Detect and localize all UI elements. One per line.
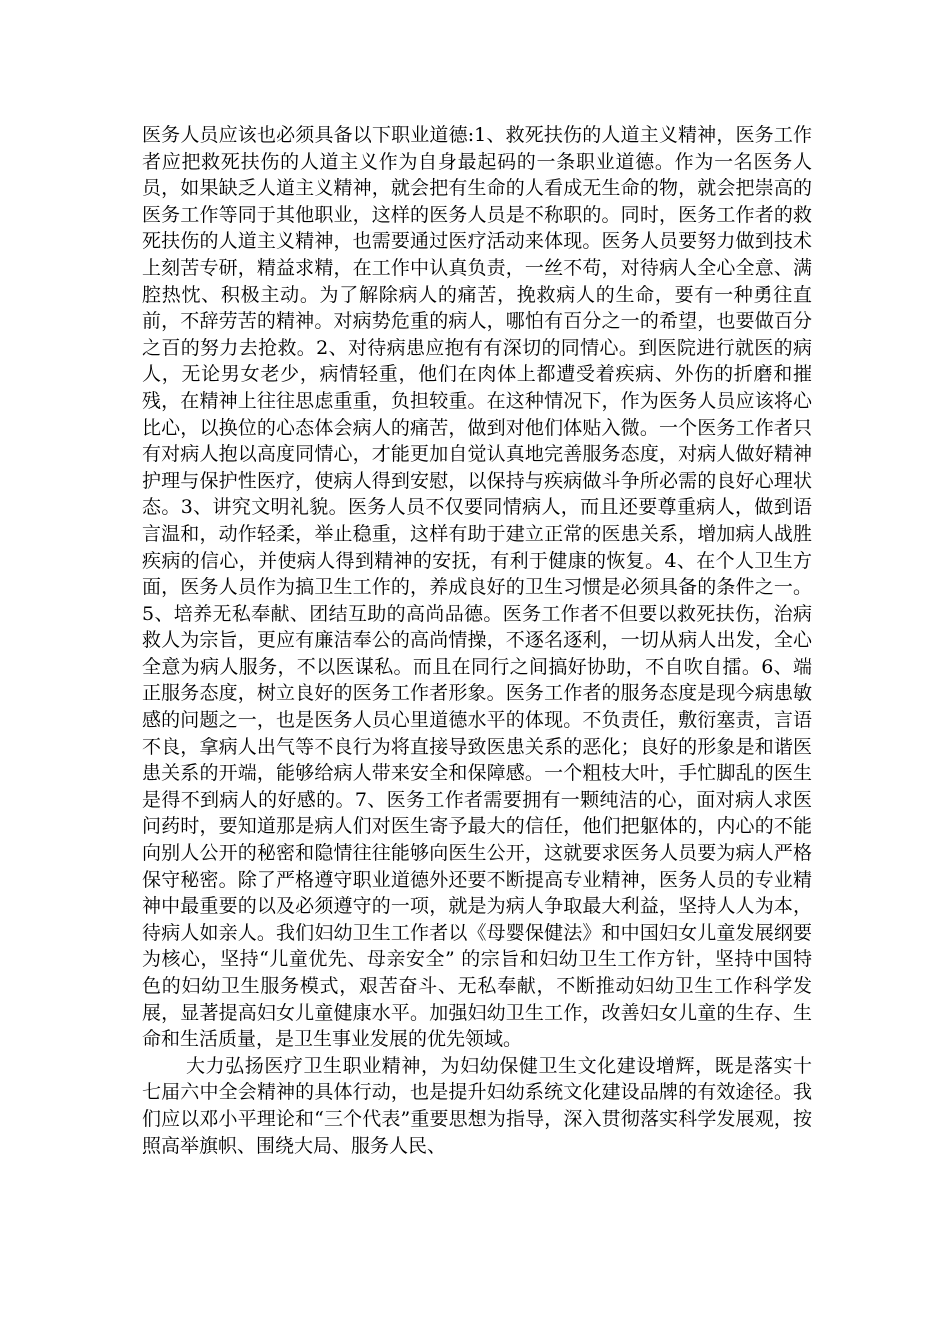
document-page (142, 122, 812, 1159)
body-paragraph-2: 大力弘扬医疗卫生职业精神，为妇幼保健卫生文化建设增辉，既是落实十七届六中全会精神的具体行动，也是提升妇幼系统文化建设品牌的有效途径。我们应以邓小平理论和“三个代表”重要思想为指导，深入贯彻落实科学发展观，按照高举旗帜、围绕大局、服务人民、 (142, 1054, 812, 1157)
body-paragraph-1: 医务人员应该也必须具备以下职业道德:1、救死扶伤的人道主义精神，医务工作者应把救死扶伤的人道主义作为自身最起码的一条职业道德。作为一名医务人员，如果缺乏人道主义精神，就会把有生命的人看成无生命的物，就会把崇高的医务工作等同于其他职业，这样的医务人员是不称职的。同时，医务工作者的救死扶伤的人道主义精神，也需要通过医疗活动来体现。医务人员要努力做到技术上刻苦专研，精益求精，在工作中认真负责，一丝不苟，对待病人全心全意、满腔热忱、积极主动。为了解除病人的痛苦，挽救病人的生命，要有一种勇往直前，不辞劳苦的精神。对病势危重的病人，哪怕有百分之一的希望，也要做百分之百的努力去抢救。2、对待病患应抱有有深切的同情心。到医院进行就医的病人，无论男女老少，病情轻重，他们在肉体上都遭受着疾病、外伤的折磨和摧残，在精神上往往思虑重重，负担较重。在这种情况下，作为医务人员应该将心比心，以换位的心态体会病人的痛苦，做到对他们体贴入微。一个医务工作者只有对病人抱以高度同情心，才能更加自觉认真地完善服务态度，对病人做好精神护理与保护性医疗，使病人得到安慰，以保持与疾病做斗争所必需的良好心理状态。3、讲究文明礼貌。医务人员不仅要同情病人，而且还要尊重病人，做到语言温和，动作轻柔，举止稳重，这样有助于建立正常的医患关系，增加病人战胜疾病的信心，并使病人得到精神的安抚，有利于健康的恢复。4、在个人卫生方面，医务人员作为搞卫生工作的，养成良好的卫生习惯是必须具备的条件之一。5、培养无私奉献、团结互助的高尚品德。医务工作者不但要以救死扶伤，治病救人为宗旨，更应有廉洁奉公的高尚情操，不逐名逐利，一切从病人出发，全心全意为病人服务，不以医谋私。而且在同行之间搞好协助，不自吹自擂。6、端正服务态度，树立良好的医务工作者形象。医务工作者的服务态度是现今病患敏感的问题之一，也是医务人员心里道德水平的体现。不负责任，敷衍塞责，言语不良，拿病人出气等不良行为将直接导致医患关系的恶化；良好的形象是和谐医患关系的开端，能够给病人带来安全和保障感。一个粗枝大叶，手忙脚乱的医生是得不到病人的好感的。7、医务工作者需要拥有一颗纯洁的心，面对病人求医问药时，要知道那是病人们对医生寄予最大的信任，他们把躯体的，内心的不能向别人公开的秘密和隐情往往能够向医生公开，这就要求医务人员要为病人严格保守秘密。除了严格遵守职业道德外还要不断提高专业精神，医务人员的专业精神中最重要的以及必须遵守的一项，就是为病人争取最大利益，坚持人人为本，待病人如亲人。我们妇幼卫生工作者以《母婴保健法》和中国妇女儿童发展纲要为核心，坚持“儿童优先、母亲安全” 的宗旨和妇幼卫生工作方针，坚持中国特色的妇幼卫生服务模式，艰苦奋斗、无私奉献，不断推动妇幼卫生工作科学发展，显著提高妇女儿童健康水平。加强妇幼卫生工作，改善妇女儿童的生存、生命和生活质量，是卫生事业发展的优先领域。 (142, 124, 812, 1051)
